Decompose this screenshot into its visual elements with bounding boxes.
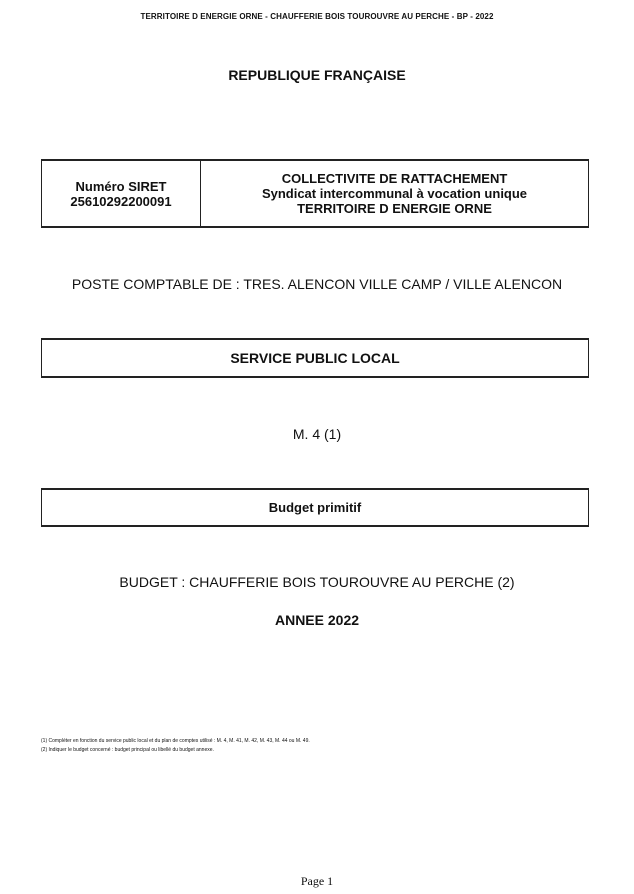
- footnote-1: (1) Compléter en fonction du service public local et du plan de comptes utilisé : M. 4, M. 41, M. 42, M. 43, M. 44 ou M. 49.: [41, 738, 310, 744]
- nomenclature: M. 4 (1): [292, 426, 342, 442]
- footnotes: [41, 737, 310, 755]
- footnote-2: (2) Indiquer le budget concerné : budget principal ou libellé du budget annexe.: [41, 747, 214, 753]
- republique-heading: REPUBLIQUE FRANÇAISE: [228, 67, 406, 83]
- siret-collectivite-table: [41, 159, 589, 228]
- annee-heading: ANNEE 2022: [274, 612, 360, 628]
- running-header: TERRITOIRE D ENERGIE ORNE - CHAUFFERIE BOIS TOUROUVRE AU PERCHE - BP - 2022: [140, 12, 494, 21]
- collectivite-cell: [201, 161, 588, 226]
- siret-value: 25610292200091: [70, 193, 172, 209]
- budget-type-label: Budget primitif: [268, 500, 362, 515]
- service-public-box: [41, 338, 589, 378]
- collectivite-name: TERRITOIRE D ENERGIE ORNE: [297, 201, 492, 216]
- collectivite-type: Syndicat intercommunal à vocation unique: [261, 186, 528, 201]
- siret-cell: [42, 161, 201, 226]
- poste-comptable: POSTE COMPTABLE DE : TRES. ALENCON VILLE CAMP / VILLE ALENCON: [71, 276, 563, 292]
- service-label: SERVICE PUBLIC LOCAL: [230, 350, 400, 366]
- siret-label: Numéro SIRET: [75, 178, 167, 194]
- budget-name: BUDGET : CHAUFFERIE BOIS TOUROUVRE AU PERCHE (2): [119, 574, 515, 590]
- budget-type-box: [41, 488, 589, 527]
- collectivite-title: COLLECTIVITE DE RATTACHEMENT: [281, 171, 508, 186]
- page-number: Page 1: [300, 874, 334, 888]
